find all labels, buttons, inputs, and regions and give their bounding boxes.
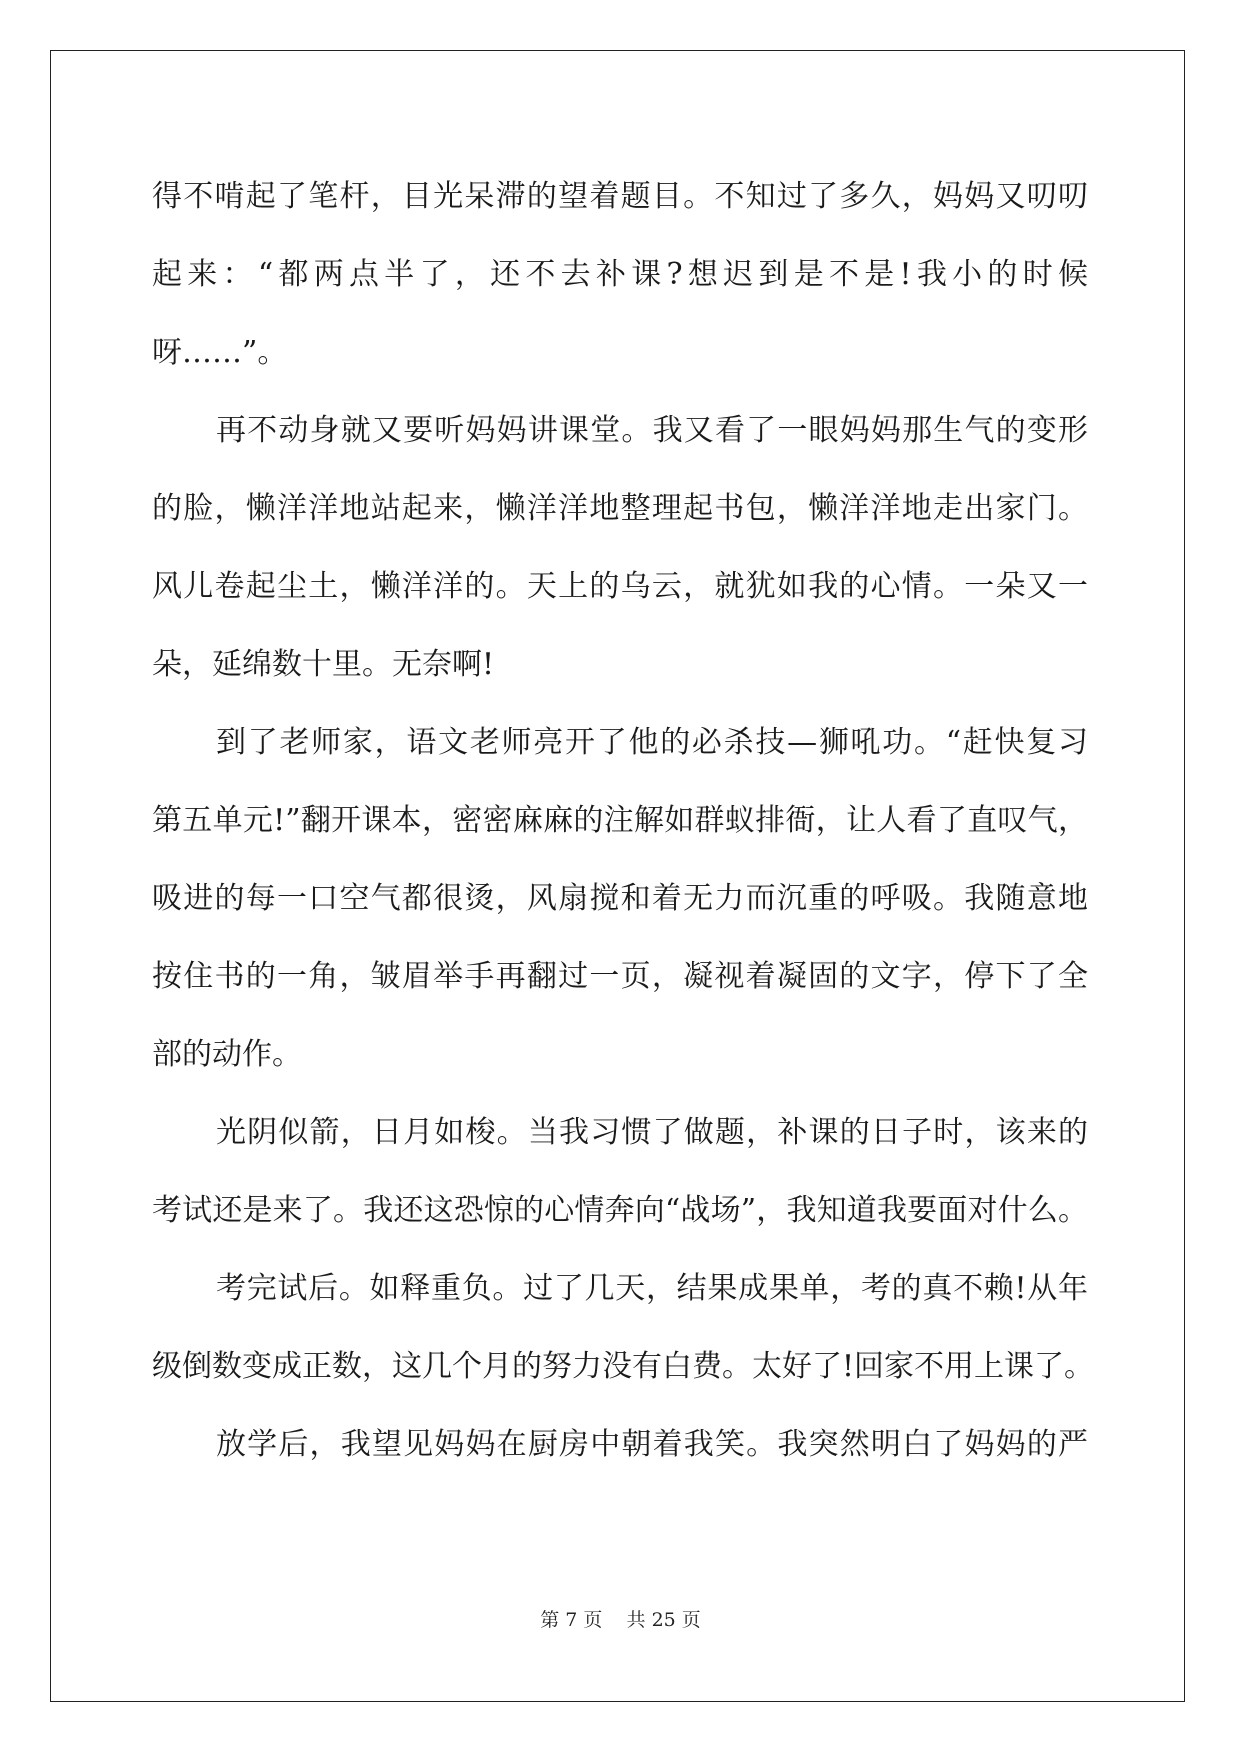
text-line: 得不啃起了笔杆，目光呆滞的望着题目。不知过了多久，妈妈又叨叨 — [152, 179, 1088, 214]
text-line: 考试还是来了。我还这恐惊的心情奔向“战场”，我知道我要面对什么。 — [152, 1193, 1088, 1228]
text-line: 第五单元!”翻开课本，密密麻麻的注解如群蚁排衙，让人看了直叹气， — [152, 803, 1088, 838]
text-line: 部的动作。 — [152, 1037, 302, 1072]
text-line: 到了老师家，语文老师亮开了他的必杀技—狮吼功。“赶快复习 — [216, 725, 1088, 760]
page-total: 共 25 页 — [626, 1609, 701, 1631]
text-line: 按住书的一角，皱眉举手再翻过一页，凝视着凝固的文字，停下了全 — [152, 959, 1088, 994]
text-line: 风儿卷起尘土，懒洋洋的。天上的乌云，就犹如我的心情。一朵又一 — [152, 569, 1088, 604]
text-line: 的脸，懒洋洋地站起来，懒洋洋地整理起书包，懒洋洋地走出家门。 — [152, 491, 1088, 526]
text-line: 呀……”。 — [152, 335, 288, 370]
text-line: 考完试后。如释重负。过了几天，结果成果单，考的真不赖!从年 — [216, 1271, 1088, 1306]
text-line: 级倒数变成正数，这几个月的努力没有白费。太好了!回家不用上课了。 — [152, 1349, 1095, 1384]
text-line: 再不动身就又要听妈妈讲课堂。我又看了一眼妈妈那生气的变形 — [216, 413, 1088, 448]
page-number: 第 7 页 — [540, 1609, 603, 1631]
text-line: 吸进的每一口空气都很烫，风扇搅和着无力而沉重的呼吸。我随意地 — [152, 881, 1088, 916]
body-text — [152, 158, 1095, 1484]
text-line: 光阴似箭，日月如梭。当我习惯了做题，补课的日子时，该来的 — [216, 1115, 1088, 1150]
text-line: 起来：“都两点半了，还不去补课?想迟到是不是!我小的时候 — [152, 257, 1088, 292]
text-line: 放学后，我望见妈妈在厨房中朝着我笑。我突然明白了妈妈的严 — [216, 1427, 1088, 1462]
page-footer — [0, 1605, 1241, 1632]
text-line: 朵，延绵数十里。无奈啊! — [152, 647, 495, 682]
